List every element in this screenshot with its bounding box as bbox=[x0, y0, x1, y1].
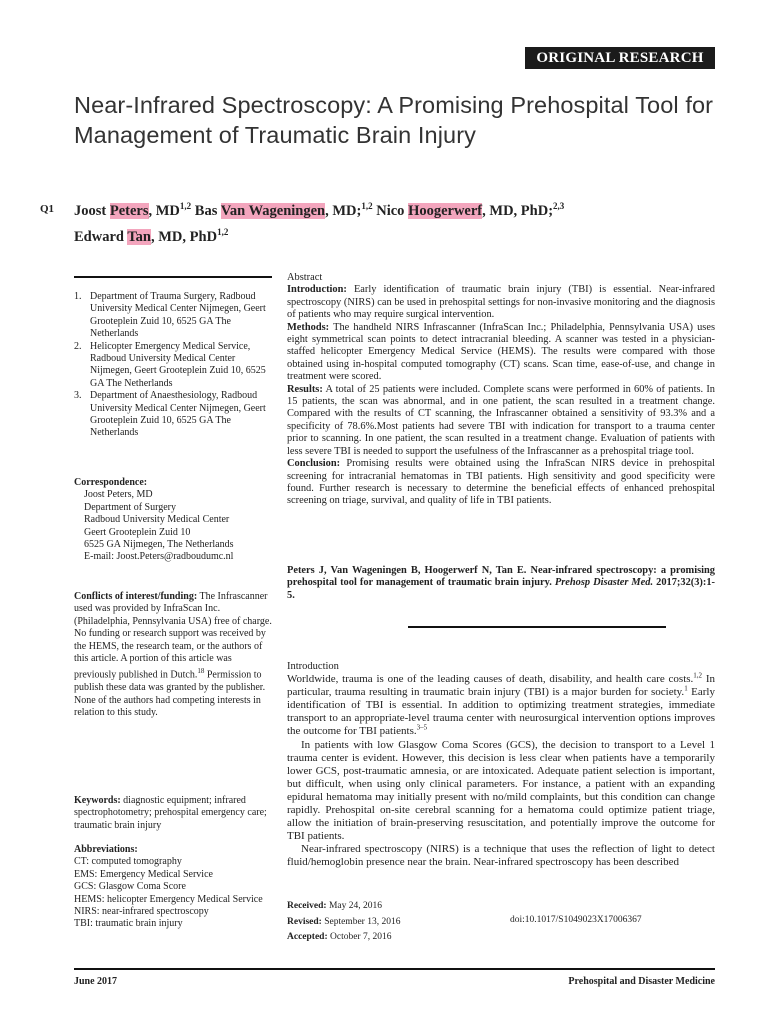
abstract-conclusion: Conclusion: Promising results were obtained using the InfraScan NIRS device in prehospital screening for intracranial hematomas in TBI patients. High sensitivity and good specificity were found. Further research is necessary to determine the beneficial effects of enhanced prehospital screening on triage, survival, and quality of life in TBI patients. bbox=[287, 458, 715, 507]
citation: Peters J, Van Wageningen B, Hoogerwerf N, Tan E. Near-infrared spectroscopy: a promising prehospital tool for management of traumatic brain injury. Prehosp Disaster Med. 2017;32(3):1-5. bbox=[287, 565, 715, 601]
query-mark: Q1 bbox=[40, 203, 55, 215]
correspondence-heading: Correspondence: bbox=[74, 477, 148, 488]
author-2[interactable]: Bas Van Wageningen, MD;$^{1,2}$ bbox=[194, 201, 373, 219]
intro-paragraph-3: Near-infrared spectroscopy (NIRS) is a technique that uses the reflection of light to detect fluid/hemoglobin presence near the brain. Near-infrared spectroscopy has been described bbox=[287, 843, 715, 869]
intro-paragraph-1: Worldwide, trauma is one of the leading causes of death, disability, and health care costs.$^{1,2}$ In particular, trauma resulting in traumatic brain injury (TBI) is a major burden for society.$^1$ Early identification of TBI is essential. In addition to optimizing treatment strategies, immediate transport to an appropriate-level trauma center with neurosurgical intervention options improves the outcome for TBI patients.$^{3-5}$ bbox=[287, 671, 715, 738]
left-column-divider bbox=[74, 276, 272, 278]
abstract-heading: Abstract bbox=[287, 272, 323, 283]
affiliation-item: 1. Department of Trauma Surgery, Radboud University Medical Center Nijmegen, Geert Grooteplein Zuid 10, 6525 GA The Netherlands bbox=[74, 291, 266, 340]
intro-paragraph-2: In patients with low Glasgow Coma Scores (GCS), the decision to transport to a Level 1 trauma center is evident. However, this decision is less clear when patients have a temporarily lower GCS, post-traumatic amnesia, or are intoxicated. Adequate patient selection is important, but difficult, when using only clinical parameters. For instance, a patient with an expanding epidural hematoma may initially present with no/mild complaints, but this condition can change rapidly. Prehospital on-site cerebral scanning for a hematoma could optimize patient triage, allow the initiation of brain-preserving resuscitation, and potentially improve the outcome for TBI patients. bbox=[287, 738, 715, 843]
footer-journal: Prehospital and Disaster Medicine bbox=[568, 976, 715, 987]
article-dates: Received: May 24, 2016 Revised: September 13, 2016 Accepted: October 7, 2016 bbox=[287, 901, 401, 942]
abstract-methods: Methods: The handheld NIRS Infrascanner (InfraScan Inc.; Philadelphia, Pennsylvania USA) uses eight symmetrical scan points to detect intracranial bleeding. A scanner was tested in a physician-staffed helicopter Emergency Medical Service (HEMS). The results were compared with those obtained using in-hospital computed tomography (CT) scans. Scan time, ease-of-use, and change in treatment were scored. bbox=[287, 321, 715, 383]
abbreviations-block: Abbreviations: CT: computed tomography EMS: Emergency Medical Service GCS: Glasgow Coma Score HEMS: helicopter Emergency Medical Service NIRS: near-infrared spectroscopy TBI: traumatic brain injury bbox=[74, 844, 263, 930]
author-3[interactable]: Nico Hoogerwerf, MD, PhD;$^{2,3}$ bbox=[376, 201, 565, 219]
author-4[interactable]: Edward Tan, MD, PhD$^{1,2}$ bbox=[74, 226, 229, 245]
affiliation-item: 2. Helicopter Emergency Medical Service, Radboud University Medical Center Nijmegen, Geert Grooteplein Zuid 10, 6525 GA The Netherlands bbox=[74, 340, 266, 389]
abstract-introduction: Introduction: Early identification of traumatic brain injury (TBI) is essential. Near-infrared spectroscopy (NIRS) can be used in prehospital settings for non-invasive monitoring and the diagnosis of patients who may require surgical intervention. bbox=[287, 284, 715, 321]
doi-link[interactable]: doi:10.1017/S1049023X17006367 bbox=[510, 915, 642, 925]
abstract-divider bbox=[408, 626, 666, 628]
email-link[interactable]: E-mail: Joost.Peters@radboudumc.nl bbox=[84, 551, 234, 563]
footer-date: June 2017 bbox=[74, 976, 118, 987]
introduction-heading: Introduction bbox=[287, 661, 339, 672]
article-title: Near-Infrared Spectroscopy: A Promising Prehospital Tool for Management of Traumatic Brain Injury bbox=[74, 92, 714, 148]
author-1[interactable]: Joost Peters, MD$^{1,2}$ bbox=[74, 201, 192, 219]
correspondence-block: Correspondence: Joost Peters, MD Department of Surgery Radboud University Medical Center Geert Grooteplein Zuid 10 6525 GA Nijmegen, The Netherlands E-mail: Joost.Peters@radboudumc.nl bbox=[74, 477, 274, 564]
keywords-block: Keywords: diagnostic equipment; infrared spectrophotometry; prehospital emergency care; traumatic brain injury bbox=[74, 795, 267, 831]
article-type-banner: ORIGINAL RESEARCH bbox=[525, 47, 715, 69]
abstract bbox=[287, 272, 715, 508]
author-list bbox=[74, 196, 714, 248]
affiliation-item: 3. Department of Anaesthesiology, Radboud University Medical Center Nijmegen, Geert Grooteplein Zuid 10, 6525 GA The Netherlands bbox=[74, 390, 266, 439]
conflicts-block: Conflicts of interest/funding: The Infrascanner used was provided by InfraScan Inc. (Philadelphia, Pennsylvania USA) free of charge. No funding or research support was received by the HEMS, the research team, or the authors of this article. A portion of this article was previously published in Dutch.$^{18}$ Permission to publish these data was granted by the publisher. None of the authors had competing interests in relation to this study. bbox=[74, 591, 272, 718]
introduction-section bbox=[287, 660, 715, 870]
abstract-results: Results: A total of 25 patients were included. Complete scans were performed in 60% of patients. In 15 patients, the scan was abnormal, and in one patient, the scan resulted in a treatment change. Compared with the results of CT scanning, the Infrascanner obtained a sensitivity of 93.3% and a specificity of 78.6%.Most patients had severe TBI with indication for transport to a trauma center prior to scanning. In one patient, the scan resulted in a treatment change. Evaluation of patients with less severe TBI is needed to support the usefulness of the Infrascanner as a prehospital triage tool. bbox=[287, 383, 715, 457]
affiliations-list bbox=[74, 291, 274, 440]
footer-rule bbox=[74, 968, 715, 970]
